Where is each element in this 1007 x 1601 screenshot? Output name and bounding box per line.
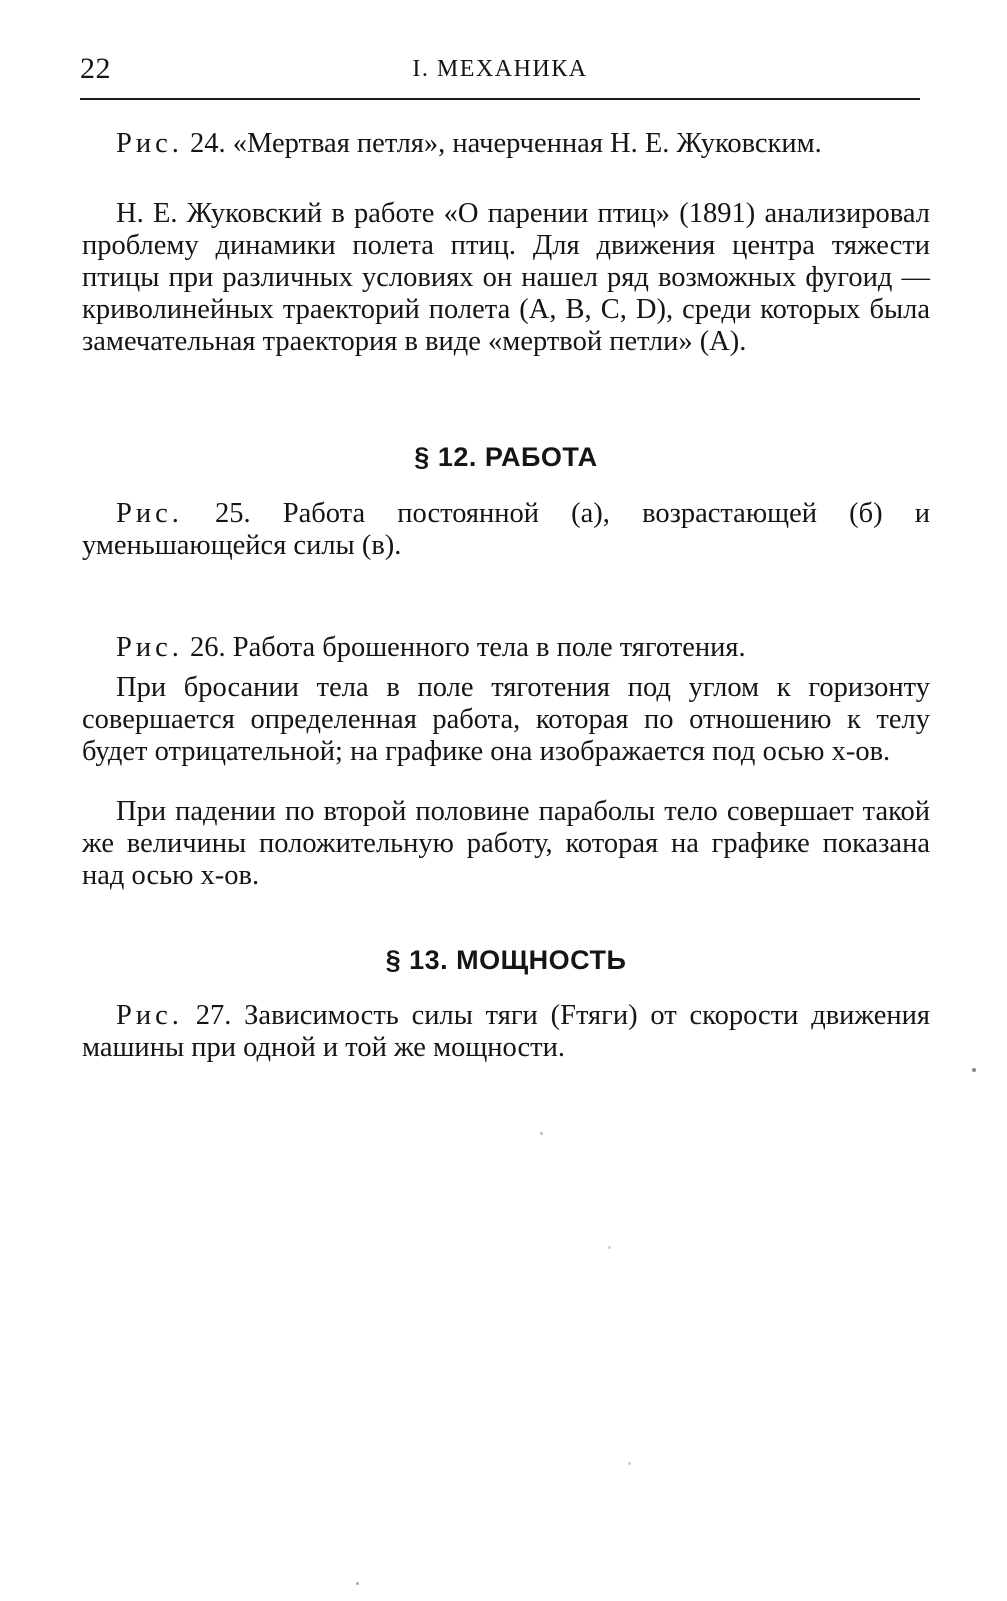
scan-speck xyxy=(540,1132,543,1135)
caption-fig-24 xyxy=(82,128,930,160)
running-title: I. МЕХАНИКА xyxy=(412,56,588,82)
caption-fig-25-prefix: Рис. xyxy=(116,498,183,529)
header-rule xyxy=(80,98,920,100)
paragraph-throw-negative-work: При бросании тела в поле тяготения под углом к горизонту совершается определенная работа, которая по отношению к телу будет отрицательной; на графике она изображается под осью x-ов. xyxy=(82,672,930,767)
caption-fig-26-text: 26. Работа брошенного тела в поле тяготения. xyxy=(190,632,746,663)
caption-fig-24-text: 24. «Мертвая петля», начерченная Н. Е. Жуковским. xyxy=(190,128,822,159)
section-heading-13: § 13. МОЩНОСТЬ xyxy=(385,945,627,975)
caption-fig-27 xyxy=(82,1000,930,1064)
caption-fig-26-prefix: Рис. xyxy=(116,632,183,663)
scan-speck xyxy=(972,1068,976,1072)
scan-speck xyxy=(628,1462,631,1465)
caption-fig-27-text: 27. Зависимость силы тяги (Fтяги) от скорости движения машины при одной и той же мощности. xyxy=(82,1000,930,1063)
caption-fig-24-prefix: Рис. xyxy=(116,128,183,159)
caption-fig-26 xyxy=(82,632,930,664)
section-heading-12: § 12. РАБОТА xyxy=(414,442,598,472)
page-number: 22 xyxy=(80,52,111,85)
running-head xyxy=(80,52,920,92)
caption-fig-25 xyxy=(82,498,930,562)
scan-speck xyxy=(608,1246,611,1249)
caption-fig-25-text: 25. Работа постоянной (а), возрастающей (б) и уменьшающейся силы (в). xyxy=(82,498,930,561)
paragraph-zhukovsky: Н. Е. Жуковский в работе «О парении птиц» (1891) анализировал проблему динамики полета птиц. Для движения центра тяжести птицы при различных условиях он нашел ряд возможных фугоид — криволинейных траекторий полета (A, B, C, D), среди которых была замечательная траектория в виде «мертвой петли» (A). xyxy=(82,198,930,357)
paragraph-fall-positive-work: При падении по второй половине параболы тело совершает такой же величины положительную работу, которая на графике показана над осью x-ов. xyxy=(82,796,930,891)
scan-speck xyxy=(356,1582,359,1585)
caption-fig-27-prefix: Рис. xyxy=(116,1000,183,1031)
